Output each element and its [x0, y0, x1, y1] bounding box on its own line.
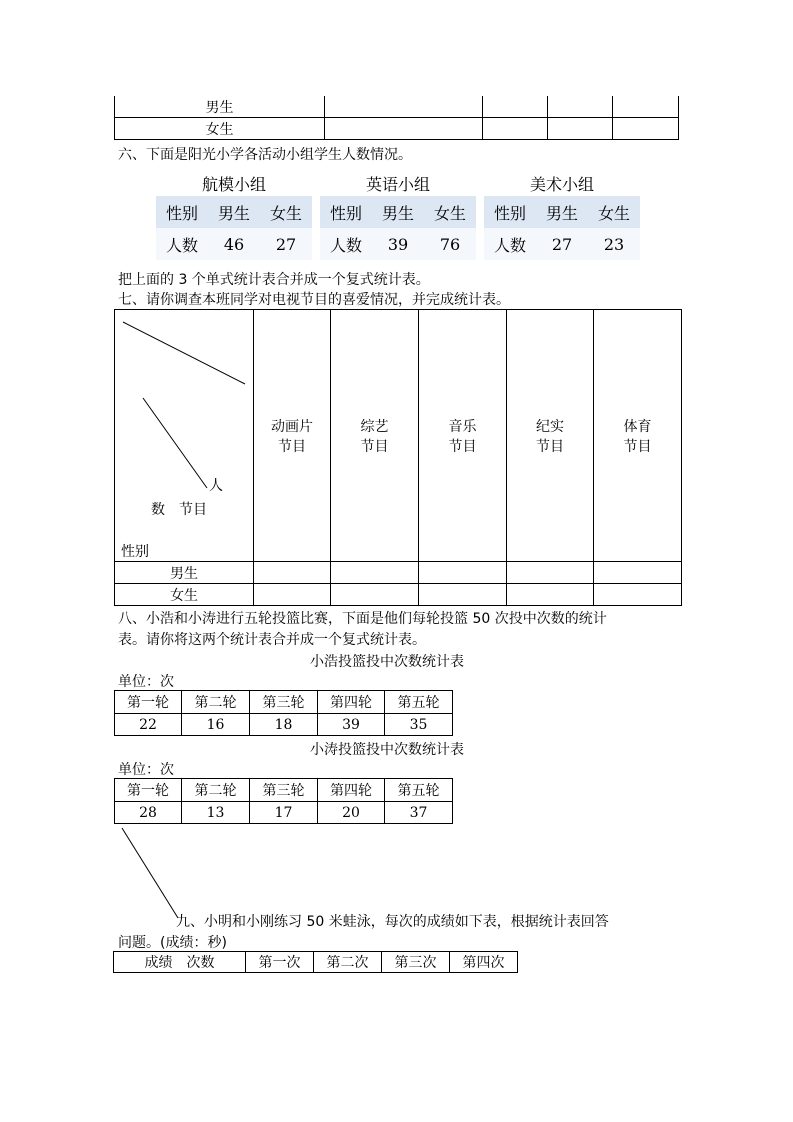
- corner-label-xingbie: 性别: [121, 544, 149, 560]
- table-cell: [613, 118, 679, 140]
- group-table-hangmo: [156, 196, 312, 260]
- diagonal-lines: [115, 310, 253, 561]
- swim-table: [113, 951, 518, 973]
- group-table-meishu: [484, 196, 640, 260]
- table-row: [320, 196, 476, 228]
- table-row: [115, 714, 453, 736]
- table-cell: 人数: [320, 228, 372, 260]
- table-cell: 性别: [320, 196, 372, 228]
- table-cell: 人数: [484, 228, 536, 260]
- table-cell: 22: [115, 714, 182, 736]
- table-cell: [613, 96, 679, 118]
- table-cell: 人数: [156, 228, 208, 260]
- q9-heading-line2: 问题。(成绩：秒): [118, 935, 227, 951]
- table-cell: 第三轮: [250, 779, 318, 802]
- group-table-yingyu: [320, 196, 476, 260]
- table-cell: 35: [385, 714, 453, 736]
- unit-label: 单位：次: [118, 674, 174, 690]
- table-cell: 28: [115, 802, 182, 824]
- table-cell: 27: [260, 228, 312, 260]
- table-cell: 第二次: [314, 952, 382, 973]
- table-cell: [548, 118, 613, 140]
- table-row: [115, 562, 682, 584]
- table-title: 小涛投篮投中次数统计表: [310, 742, 464, 758]
- table-cell: 18: [250, 714, 318, 736]
- table-cell: [483, 118, 548, 140]
- column-header: 体育 节目: [594, 310, 682, 562]
- table-cell: 女生: [260, 196, 312, 228]
- table-cell: 第四轮: [318, 691, 385, 714]
- diagonal-header-cell: [115, 310, 254, 562]
- table-cell: 成绩 次数: [114, 952, 246, 973]
- table-row: [115, 584, 682, 606]
- q8-heading-line1: 八、小浩和小涛进行五轮投篮比赛，下面是他们每轮投篮 50 次投中次数的统计: [118, 611, 607, 627]
- table-row: [156, 228, 312, 260]
- table-row: [156, 196, 312, 228]
- table-cell: [419, 562, 507, 584]
- table-row: [484, 196, 640, 228]
- row-label: 女生: [115, 584, 254, 606]
- xiaotao-table: [114, 778, 453, 824]
- q9-heading-line1: 九、小明和小刚练习 50 米蛙泳，每次的成绩如下表，根据统计表回答: [176, 914, 609, 930]
- column-header: 音乐 节目: [419, 310, 507, 562]
- q6-heading: 六、下面是阳光小学各活动小组学生人数情况。: [118, 147, 412, 163]
- table-cell: 20: [318, 802, 385, 824]
- table-cell: [419, 584, 507, 606]
- table-row: [115, 310, 682, 562]
- table-cell: 76: [424, 228, 476, 260]
- row-label: 男生: [115, 562, 254, 584]
- table-cell: [548, 96, 613, 118]
- table-row: [115, 691, 453, 714]
- table-cell: 女生: [424, 196, 476, 228]
- table-cell: 第一轮: [115, 779, 182, 802]
- table-cell: 27: [536, 228, 588, 260]
- q8-heading-line2: 表。请你将这两个统计表合并成一个复式统计表。: [118, 632, 426, 648]
- table-row: [115, 802, 453, 824]
- table-cell: [331, 584, 419, 606]
- table-cell: [507, 562, 594, 584]
- table-cell: 性别: [484, 196, 536, 228]
- table-cell: 16: [182, 714, 250, 736]
- table-cell: 37: [385, 802, 453, 824]
- unit-label: 单位：次: [118, 762, 174, 778]
- corner-label-ren: 人: [209, 478, 223, 494]
- table-cell: 23: [588, 228, 640, 260]
- table-row: [114, 952, 518, 973]
- table-row: [484, 228, 640, 260]
- table-cell: 46: [208, 228, 260, 260]
- table-cell: [483, 96, 548, 118]
- table-cell: 第五轮: [385, 779, 453, 802]
- q6-instruction: 把上面的 3 个单式统计表合并成一个复式统计表。: [118, 272, 430, 288]
- table-cell: [594, 562, 682, 584]
- xiaohao-table: [114, 690, 453, 736]
- table-cell: 第一次: [246, 952, 314, 973]
- table-cell: [594, 584, 682, 606]
- table-cell: [507, 584, 594, 606]
- table-row: [115, 118, 679, 140]
- column-header: 综艺 节目: [331, 310, 419, 562]
- table-cell: 女生: [588, 196, 640, 228]
- table-row: [320, 228, 476, 260]
- table-cell: 第四次: [450, 952, 518, 973]
- table-cell: 39: [372, 228, 424, 260]
- table-title: 小浩投篮投中次数统计表: [310, 654, 464, 670]
- table-cell: [254, 562, 331, 584]
- tv-survey-table: [114, 309, 682, 606]
- table-cell: 第四轮: [318, 779, 385, 802]
- table-cell: 第二轮: [182, 779, 250, 802]
- table-cell: 39: [318, 714, 385, 736]
- table-cell: 性别: [156, 196, 208, 228]
- table-cell: [254, 584, 331, 606]
- group-title: 航模小组: [201, 175, 266, 194]
- table-cell: 第二轮: [182, 691, 250, 714]
- row-label: 女生: [115, 118, 325, 140]
- top-table: [114, 96, 679, 140]
- table-row: [115, 779, 453, 802]
- table-row: [115, 96, 679, 118]
- column-header: 动画片 节目: [254, 310, 331, 562]
- table-cell: [325, 96, 483, 118]
- group-title: 美术小组: [529, 175, 594, 194]
- table-cell: 男生: [536, 196, 588, 228]
- corner-label-shu-jiemu: 数 节目: [151, 502, 207, 518]
- table-cell: 17: [250, 802, 318, 824]
- table-cell: 男生: [208, 196, 260, 228]
- table-cell: 13: [182, 802, 250, 824]
- table-cell: 第三轮: [250, 691, 318, 714]
- table-cell: 第一轮: [115, 691, 182, 714]
- table-cell: [331, 562, 419, 584]
- table-cell: 第五轮: [385, 691, 453, 714]
- table-cell: 男生: [372, 196, 424, 228]
- column-header: 纪实 节目: [507, 310, 594, 562]
- table-cell: [325, 118, 483, 140]
- row-label: 男生: [115, 96, 325, 118]
- group-title: 英语小组: [365, 175, 430, 194]
- q7-heading: 七、请你调查本班同学对电视节目的喜爱情况，并完成统计表。: [118, 292, 510, 308]
- table-cell: 第三次: [382, 952, 450, 973]
